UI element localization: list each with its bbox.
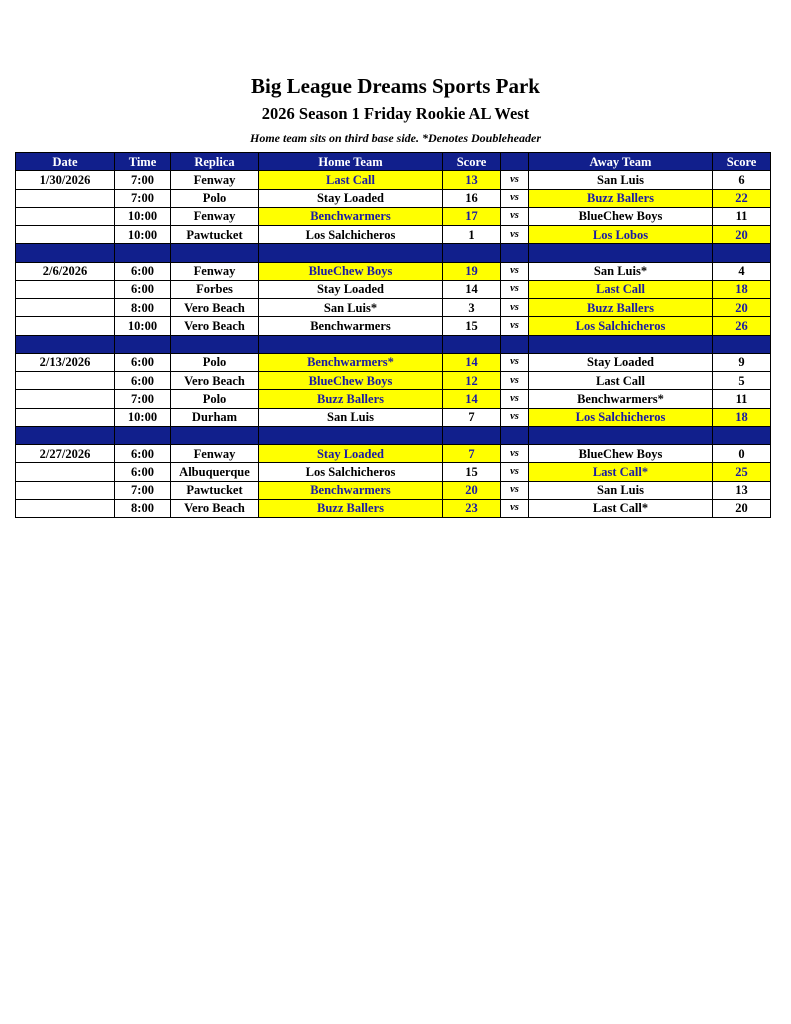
home-team-cell: San Luis* bbox=[259, 299, 443, 317]
separator-cell bbox=[259, 335, 443, 353]
date-cell: 2/13/2026 bbox=[16, 353, 115, 371]
separator-cell bbox=[529, 244, 713, 262]
date-cell: 1/30/2026 bbox=[16, 171, 115, 189]
replica-cell: Pawtucket bbox=[171, 226, 259, 244]
separator-cell bbox=[501, 426, 529, 444]
col-header-home-score: Score bbox=[443, 153, 501, 171]
home-score-cell: 14 bbox=[443, 390, 501, 408]
home-team-cell: Benchwarmers* bbox=[259, 353, 443, 371]
time-cell: 6:00 bbox=[115, 353, 171, 371]
home-score-cell: 15 bbox=[443, 317, 501, 335]
table-row bbox=[16, 207, 771, 225]
date-cell bbox=[16, 189, 115, 207]
home-team-cell: San Luis bbox=[259, 408, 443, 426]
replica-cell: Pawtucket bbox=[171, 481, 259, 499]
time-cell: 6:00 bbox=[115, 262, 171, 280]
week-separator-row bbox=[16, 335, 771, 353]
away-score-cell: 18 bbox=[713, 280, 771, 298]
away-score-cell: 11 bbox=[713, 390, 771, 408]
time-cell: 6:00 bbox=[115, 280, 171, 298]
table-row bbox=[16, 499, 771, 517]
home-team-cell: BlueChew Boys bbox=[259, 262, 443, 280]
schedule-body bbox=[16, 171, 771, 518]
away-score-cell: 6 bbox=[713, 171, 771, 189]
vs-cell: vs bbox=[501, 226, 529, 244]
table-row bbox=[16, 299, 771, 317]
replica-cell: Forbes bbox=[171, 280, 259, 298]
replica-cell: Fenway bbox=[171, 207, 259, 225]
time-cell: 8:00 bbox=[115, 499, 171, 517]
vs-cell: vs bbox=[501, 390, 529, 408]
table-row bbox=[16, 390, 771, 408]
date-cell: 2/6/2026 bbox=[16, 262, 115, 280]
date-cell bbox=[16, 280, 115, 298]
separator-cell bbox=[713, 426, 771, 444]
table-row bbox=[16, 481, 771, 499]
separator-cell bbox=[16, 426, 115, 444]
home-team-cell: Buzz Ballers bbox=[259, 499, 443, 517]
away-team-cell: Los Salchicheros bbox=[529, 408, 713, 426]
page-title: Big League Dreams Sports Park bbox=[251, 74, 540, 98]
time-cell: 7:00 bbox=[115, 189, 171, 207]
home-score-cell: 19 bbox=[443, 262, 501, 280]
away-score-cell: 18 bbox=[713, 408, 771, 426]
away-score-cell: 20 bbox=[713, 299, 771, 317]
away-team-cell: San Luis bbox=[529, 171, 713, 189]
page-subtitle: 2026 Season 1 Friday Rookie AL West bbox=[261, 104, 530, 123]
vs-cell: vs bbox=[501, 408, 529, 426]
away-score-cell: 9 bbox=[713, 353, 771, 371]
vs-cell: vs bbox=[501, 280, 529, 298]
away-team-cell: Los Lobos bbox=[529, 226, 713, 244]
replica-cell: Polo bbox=[171, 353, 259, 371]
col-header-replica: Replica bbox=[171, 153, 259, 171]
separator-cell bbox=[713, 244, 771, 262]
home-team-cell: Last Call bbox=[259, 171, 443, 189]
table-row bbox=[16, 262, 771, 280]
time-cell: 6:00 bbox=[115, 372, 171, 390]
vs-cell: vs bbox=[501, 499, 529, 517]
replica-cell: Durham bbox=[171, 408, 259, 426]
home-team-cell: Benchwarmers bbox=[259, 207, 443, 225]
separator-cell bbox=[115, 335, 171, 353]
away-score-cell: 13 bbox=[713, 481, 771, 499]
away-score-cell: 26 bbox=[713, 317, 771, 335]
separator-cell bbox=[443, 244, 501, 262]
date-cell: 2/27/2026 bbox=[16, 445, 115, 463]
replica-cell: Vero Beach bbox=[171, 299, 259, 317]
vs-cell: vs bbox=[501, 189, 529, 207]
away-score-cell: 0 bbox=[713, 445, 771, 463]
home-score-cell: 7 bbox=[443, 445, 501, 463]
time-cell: 10:00 bbox=[115, 207, 171, 225]
date-cell bbox=[16, 481, 115, 499]
separator-cell bbox=[171, 426, 259, 444]
replica-cell: Albuquerque bbox=[171, 463, 259, 481]
table-row bbox=[16, 463, 771, 481]
separator-cell bbox=[16, 244, 115, 262]
separator-cell bbox=[115, 244, 171, 262]
separator-cell bbox=[259, 244, 443, 262]
home-team-cell: Benchwarmers bbox=[259, 317, 443, 335]
home-score-cell: 14 bbox=[443, 353, 501, 371]
away-score-cell: 11 bbox=[713, 207, 771, 225]
doubleheader-note: Home team sits on third base side. *Denotes Doubleheader bbox=[250, 131, 541, 145]
col-header-away-team: Away Team bbox=[529, 153, 713, 171]
home-score-cell: 13 bbox=[443, 171, 501, 189]
replica-cell: Fenway bbox=[171, 262, 259, 280]
away-team-cell: Last Call bbox=[529, 280, 713, 298]
home-team-cell: Stay Loaded bbox=[259, 445, 443, 463]
vs-cell: vs bbox=[501, 445, 529, 463]
separator-cell bbox=[501, 335, 529, 353]
table-row bbox=[16, 372, 771, 390]
away-score-cell: 5 bbox=[713, 372, 771, 390]
time-cell: 8:00 bbox=[115, 299, 171, 317]
replica-cell: Vero Beach bbox=[171, 499, 259, 517]
replica-cell: Polo bbox=[171, 390, 259, 408]
date-cell bbox=[16, 207, 115, 225]
date-cell bbox=[16, 317, 115, 335]
table-row bbox=[16, 408, 771, 426]
separator-cell bbox=[171, 244, 259, 262]
away-team-cell: San Luis bbox=[529, 481, 713, 499]
away-score-cell: 22 bbox=[713, 189, 771, 207]
replica-cell: Polo bbox=[171, 189, 259, 207]
away-team-cell: Last Call* bbox=[529, 499, 713, 517]
away-team-cell: Stay Loaded bbox=[529, 353, 713, 371]
time-cell: 6:00 bbox=[115, 445, 171, 463]
time-cell: 7:00 bbox=[115, 171, 171, 189]
separator-cell bbox=[443, 426, 501, 444]
date-cell bbox=[16, 299, 115, 317]
home-team-cell: Los Salchicheros bbox=[259, 226, 443, 244]
col-header-home-team: Home Team bbox=[259, 153, 443, 171]
home-team-cell: Los Salchicheros bbox=[259, 463, 443, 481]
time-cell: 6:00 bbox=[115, 463, 171, 481]
week-separator-row bbox=[16, 244, 771, 262]
time-cell: 10:00 bbox=[115, 226, 171, 244]
home-team-cell: BlueChew Boys bbox=[259, 372, 443, 390]
home-score-cell: 16 bbox=[443, 189, 501, 207]
home-score-cell: 20 bbox=[443, 481, 501, 499]
separator-cell bbox=[443, 335, 501, 353]
table-row bbox=[16, 445, 771, 463]
separator-cell bbox=[501, 244, 529, 262]
home-score-cell: 17 bbox=[443, 207, 501, 225]
date-cell bbox=[16, 390, 115, 408]
schedule-table bbox=[15, 152, 771, 518]
vs-cell: vs bbox=[501, 463, 529, 481]
time-cell: 10:00 bbox=[115, 408, 171, 426]
home-score-cell: 7 bbox=[443, 408, 501, 426]
table-row bbox=[16, 189, 771, 207]
away-score-cell: 4 bbox=[713, 262, 771, 280]
date-cell bbox=[16, 463, 115, 481]
table-row bbox=[16, 226, 771, 244]
away-team-cell: Buzz Ballers bbox=[529, 299, 713, 317]
away-score-cell: 25 bbox=[713, 463, 771, 481]
vs-cell: vs bbox=[501, 353, 529, 371]
date-cell bbox=[16, 372, 115, 390]
week-separator-row bbox=[16, 426, 771, 444]
separator-cell bbox=[16, 335, 115, 353]
replica-cell: Fenway bbox=[171, 171, 259, 189]
separator-cell bbox=[115, 426, 171, 444]
vs-cell: vs bbox=[501, 481, 529, 499]
date-cell bbox=[16, 499, 115, 517]
home-team-cell: Stay Loaded bbox=[259, 189, 443, 207]
vs-cell: vs bbox=[501, 207, 529, 225]
table-header-row bbox=[16, 153, 771, 171]
vs-cell: vs bbox=[501, 372, 529, 390]
away-team-cell: BlueChew Boys bbox=[529, 207, 713, 225]
date-cell bbox=[16, 226, 115, 244]
col-header-date: Date bbox=[16, 153, 115, 171]
away-team-cell: San Luis* bbox=[529, 262, 713, 280]
col-header-away-score: Score bbox=[713, 153, 771, 171]
vs-cell: vs bbox=[501, 299, 529, 317]
vs-cell: vs bbox=[501, 317, 529, 335]
home-team-cell: Benchwarmers bbox=[259, 481, 443, 499]
time-cell: 10:00 bbox=[115, 317, 171, 335]
table-row bbox=[16, 280, 771, 298]
away-team-cell: Benchwarmers* bbox=[529, 390, 713, 408]
separator-cell bbox=[529, 426, 713, 444]
home-score-cell: 12 bbox=[443, 372, 501, 390]
home-score-cell: 14 bbox=[443, 280, 501, 298]
table-row bbox=[16, 353, 771, 371]
vs-cell: vs bbox=[501, 171, 529, 189]
separator-cell bbox=[529, 335, 713, 353]
home-score-cell: 3 bbox=[443, 299, 501, 317]
separator-cell bbox=[713, 335, 771, 353]
time-cell: 7:00 bbox=[115, 481, 171, 499]
table-row bbox=[16, 317, 771, 335]
time-cell: 7:00 bbox=[115, 390, 171, 408]
replica-cell: Vero Beach bbox=[171, 372, 259, 390]
home-team-cell: Buzz Ballers bbox=[259, 390, 443, 408]
away-score-cell: 20 bbox=[713, 499, 771, 517]
away-team-cell: BlueChew Boys bbox=[529, 445, 713, 463]
away-team-cell: Last Call bbox=[529, 372, 713, 390]
away-team-cell: Los Salchicheros bbox=[529, 317, 713, 335]
home-score-cell: 23 bbox=[443, 499, 501, 517]
away-team-cell: Last Call* bbox=[529, 463, 713, 481]
home-team-cell: Stay Loaded bbox=[259, 280, 443, 298]
col-header-vs bbox=[501, 153, 529, 171]
home-score-cell: 15 bbox=[443, 463, 501, 481]
replica-cell: Vero Beach bbox=[171, 317, 259, 335]
col-header-time: Time bbox=[115, 153, 171, 171]
home-score-cell: 1 bbox=[443, 226, 501, 244]
away-team-cell: Buzz Ballers bbox=[529, 189, 713, 207]
separator-cell bbox=[171, 335, 259, 353]
separator-cell bbox=[259, 426, 443, 444]
vs-cell: vs bbox=[501, 262, 529, 280]
date-cell bbox=[16, 408, 115, 426]
replica-cell: Fenway bbox=[171, 445, 259, 463]
away-score-cell: 20 bbox=[713, 226, 771, 244]
table-row bbox=[16, 171, 771, 189]
